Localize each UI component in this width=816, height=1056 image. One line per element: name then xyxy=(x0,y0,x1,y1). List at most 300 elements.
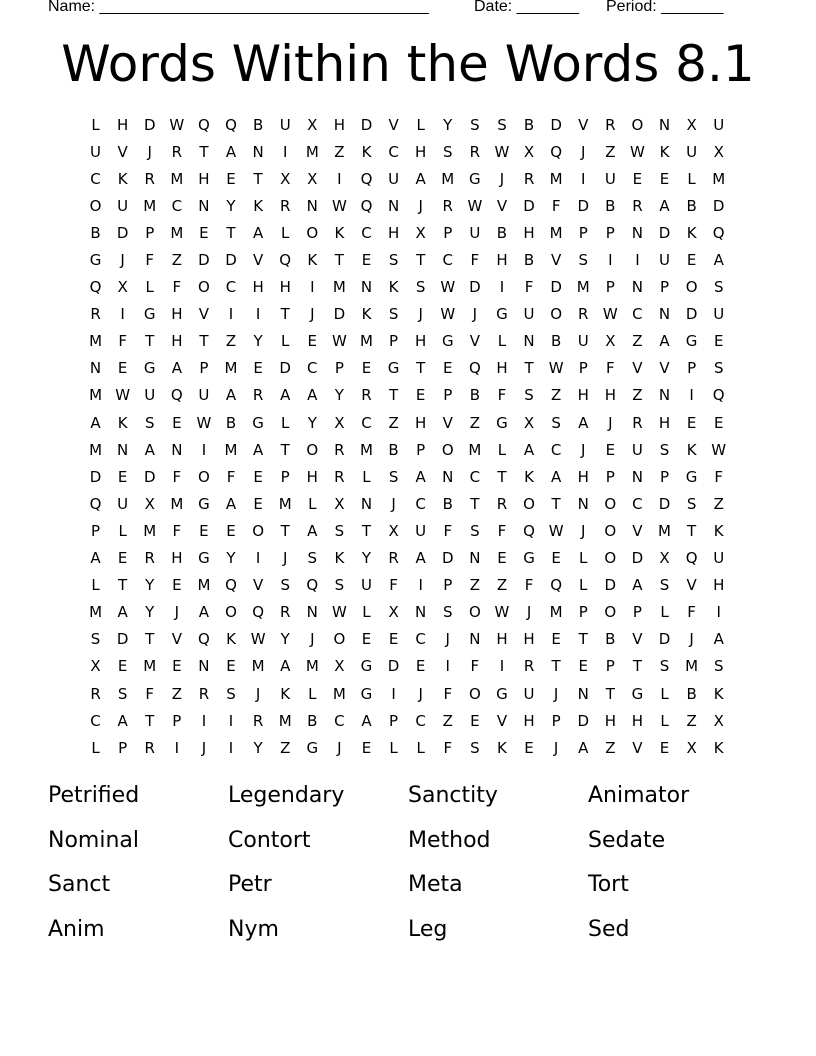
grid-letter: M xyxy=(251,657,265,676)
grid-letter: D xyxy=(279,359,291,378)
grid-letter: M xyxy=(197,576,211,595)
grid-letter: E xyxy=(361,630,372,649)
grid-letter: F xyxy=(687,603,696,622)
grid-letter: X xyxy=(307,169,318,188)
grid-letter: K xyxy=(686,223,697,242)
word-list-item: Sanctity xyxy=(408,783,498,808)
grid-letter: P xyxy=(605,467,615,486)
grid-letter: O xyxy=(604,603,617,622)
grid-letter: I xyxy=(499,657,505,676)
grid-letter: A xyxy=(280,386,291,405)
grid-letter: E xyxy=(551,630,561,649)
grid-letter: W xyxy=(494,603,510,622)
grid-letter: V xyxy=(388,115,399,134)
grid-letter: T xyxy=(145,630,155,649)
grid-letter: U xyxy=(523,305,535,324)
grid-letter: V xyxy=(117,142,128,161)
grid-letter: A xyxy=(415,549,426,568)
word-list-item: Tort xyxy=(588,872,629,897)
grid-letter: E xyxy=(226,169,236,188)
grid-letter: U xyxy=(117,196,129,215)
grid-letter: J xyxy=(472,305,478,324)
grid-letter: X xyxy=(523,413,535,432)
grid-letter: N xyxy=(198,196,210,215)
grid-letter: A xyxy=(632,576,643,595)
grid-letter: Z xyxy=(632,386,643,405)
grid-letter: H xyxy=(523,223,535,242)
grid-letter: R xyxy=(496,494,508,513)
grid-letter: T xyxy=(118,576,128,595)
grid-letter: M xyxy=(332,278,346,297)
grid-letter: D xyxy=(143,115,156,134)
grid-letter: E xyxy=(713,332,724,351)
grid-letter: G xyxy=(496,413,508,432)
grid-letter: T xyxy=(334,251,344,270)
grid-letter: N xyxy=(523,332,535,351)
grid-letter: W xyxy=(331,332,347,351)
grid-letter: K xyxy=(361,142,372,161)
grid-letter: M xyxy=(170,223,184,242)
grid-letter: Z xyxy=(388,413,399,432)
grid-letter: K xyxy=(307,251,318,270)
grid-letter: M xyxy=(170,169,184,188)
grid-letter: T xyxy=(605,684,615,703)
grid-letter: N xyxy=(252,142,264,161)
grid-letter: X xyxy=(388,521,399,540)
grid-letter: A xyxy=(713,630,724,649)
grid-letter: S xyxy=(659,440,670,459)
grid-letter: P xyxy=(280,467,290,486)
grid-letter: J xyxy=(174,603,180,622)
grid-letter: K xyxy=(361,305,372,324)
grid-letter: J xyxy=(553,684,559,703)
grid-letter: Y xyxy=(145,603,155,622)
grid-letter: I xyxy=(174,738,180,757)
grid-letter: R xyxy=(252,711,264,730)
grid-letter: G xyxy=(198,549,210,568)
grid-letter: F xyxy=(606,359,615,378)
grid-letter: S xyxy=(144,413,155,432)
grid-letter: D xyxy=(116,630,129,649)
grid-letter: H xyxy=(496,251,508,270)
grid-letter: V xyxy=(252,576,264,595)
grid-letter: K xyxy=(226,630,236,649)
grid-letter: T xyxy=(280,305,290,324)
grid-letter: G xyxy=(685,332,698,351)
word-list-item: Meta xyxy=(408,872,463,897)
grid-letter: N xyxy=(306,603,318,622)
grid-letter: M xyxy=(89,440,103,459)
grid-letter: J xyxy=(120,251,125,270)
grid-letter: L xyxy=(362,603,371,622)
grid-letter: C xyxy=(361,413,372,432)
grid-letter: X xyxy=(307,115,318,134)
grid-letter: A xyxy=(225,494,237,513)
grid-letter: M xyxy=(89,603,103,622)
grid-letter: E xyxy=(117,657,128,676)
grid-letter: S xyxy=(443,603,453,622)
grid-letter: J xyxy=(581,440,586,459)
grid-letter: O xyxy=(441,440,454,459)
grid-letter: A xyxy=(659,332,670,351)
grid-letter: D xyxy=(577,196,590,215)
grid-letter: T xyxy=(199,142,209,161)
grid-letter: Y xyxy=(334,386,344,405)
grid-letter: X xyxy=(117,278,128,297)
grid-letter: R xyxy=(279,196,291,215)
grid-letter: O xyxy=(198,467,210,486)
grid-letter: V xyxy=(496,196,508,215)
letter-grid xyxy=(82,111,732,761)
grid-letter: M xyxy=(143,657,157,676)
grid-letter: E xyxy=(497,549,507,568)
grid-letter: T xyxy=(145,711,155,730)
grid-letter: M xyxy=(712,169,726,188)
grid-letter: D xyxy=(685,305,698,324)
grid-letter: E xyxy=(659,169,670,188)
grid-letter: C xyxy=(361,223,372,242)
grid-letter: T xyxy=(199,332,209,351)
grid-letter: B xyxy=(469,386,480,405)
grid-letter: L xyxy=(579,549,588,568)
grid-letter: O xyxy=(685,278,698,297)
grid-letter: O xyxy=(198,278,210,297)
grid-letter: L xyxy=(281,223,290,242)
grid-letter: J xyxy=(391,494,396,513)
grid-letter: M xyxy=(441,169,455,188)
grid-letter: P xyxy=(199,359,209,378)
grid-letter: E xyxy=(388,630,399,649)
grid-letter: O xyxy=(89,196,102,215)
grid-letter: G xyxy=(631,684,644,703)
grid-letter: C xyxy=(415,711,426,730)
grid-letter: M xyxy=(549,169,563,188)
grid-letter: P xyxy=(578,603,588,622)
grid-letter: Z xyxy=(442,711,453,730)
grid-letter: G xyxy=(685,467,698,486)
grid-letter: P xyxy=(687,359,697,378)
grid-letter: P xyxy=(659,467,670,486)
grid-letter: X xyxy=(144,494,155,513)
grid-letter: G xyxy=(143,305,156,324)
grid-letter: D xyxy=(658,494,671,513)
grid-letter: S xyxy=(551,413,561,432)
grid-letter: R xyxy=(632,413,643,432)
grid-letter: J xyxy=(310,305,315,324)
grid-letter: M xyxy=(576,278,590,297)
grid-letter: E xyxy=(226,521,236,540)
grid-letter: P xyxy=(389,332,399,351)
grid-letter: S xyxy=(280,576,290,595)
grid-letter: F xyxy=(524,576,534,595)
grid-letter: W xyxy=(440,278,456,297)
header-fields xyxy=(48,0,748,20)
grid-letter: B xyxy=(605,196,616,215)
grid-letter: H xyxy=(713,576,725,595)
grid-letter: I xyxy=(282,142,288,161)
grid-letter: B xyxy=(523,115,535,134)
grid-letter: H xyxy=(117,115,129,134)
grid-letter: F xyxy=(389,576,398,595)
grid-letter: B xyxy=(686,684,697,703)
grid-letter: A xyxy=(415,467,426,486)
grid-letter: M xyxy=(224,359,238,378)
grid-letter: N xyxy=(198,657,210,676)
grid-letter: A xyxy=(307,521,318,540)
grid-letter: K xyxy=(713,521,724,540)
grid-letter: Z xyxy=(171,251,182,270)
grid-letter: R xyxy=(171,142,183,161)
grid-letter: K xyxy=(280,684,291,703)
word-list-item: Legendary xyxy=(228,783,345,808)
grid-letter: H xyxy=(171,549,183,568)
grid-letter: P xyxy=(145,223,155,242)
grid-letter: Q xyxy=(89,494,102,513)
grid-letter: J xyxy=(499,169,505,188)
grid-letter: M xyxy=(360,332,373,351)
grid-letter: S xyxy=(578,251,588,270)
grid-letter: S xyxy=(388,251,399,270)
grid-letter: O xyxy=(252,521,265,540)
grid-letter: O xyxy=(225,603,237,622)
grid-letter: R xyxy=(252,386,264,405)
grid-letter: A xyxy=(117,603,128,622)
grid-letter: F xyxy=(497,386,507,405)
grid-letter: A xyxy=(144,440,155,459)
grid-letter: E xyxy=(361,738,372,757)
grid-letter: R xyxy=(605,115,616,134)
grid-letter: E xyxy=(307,332,318,351)
grid-letter: F xyxy=(443,684,453,703)
grid-letter: F xyxy=(145,251,155,270)
grid-letter: L xyxy=(91,576,100,595)
grid-letter: N xyxy=(415,603,427,622)
grid-letter: T xyxy=(578,630,588,649)
word-list-item: Nym xyxy=(228,916,279,942)
grid-letter: V xyxy=(442,413,453,432)
grid-letter: T xyxy=(524,359,534,378)
grid-letter: Q xyxy=(712,223,725,242)
grid-letter: L xyxy=(145,278,154,297)
grid-letter: I xyxy=(716,603,721,622)
grid-letter: E xyxy=(415,657,426,676)
grid-letter: C xyxy=(225,278,237,297)
grid-letter: A xyxy=(523,440,535,459)
grid-letter: R xyxy=(523,169,535,188)
grid-letter: P xyxy=(551,711,561,730)
grid-letter: A xyxy=(198,603,210,622)
grid-letter: F xyxy=(470,251,480,270)
grid-letter: U xyxy=(631,440,643,459)
grid-letter: C xyxy=(415,494,426,513)
word-list-item: Sanct xyxy=(48,872,111,897)
grid-letter: O xyxy=(306,440,319,459)
grid-letter: W xyxy=(440,305,456,324)
grid-letter: E xyxy=(686,413,697,432)
grid-letter: S xyxy=(307,549,318,568)
grid-letter: N xyxy=(631,467,644,486)
grid-letter: I xyxy=(391,684,396,703)
word-list-item: Animator xyxy=(588,783,690,808)
grid-letter: K xyxy=(713,684,724,703)
grid-letter: H xyxy=(658,413,671,432)
grid-letter: D xyxy=(658,630,671,649)
grid-letter: O xyxy=(550,305,563,324)
grid-letter: L xyxy=(660,711,669,730)
grid-letter: U xyxy=(388,169,400,188)
grid-letter: R xyxy=(334,440,345,459)
word-list-item: Sedate xyxy=(588,827,666,853)
grid-letter: E xyxy=(443,359,453,378)
grid-letter: R xyxy=(144,169,155,188)
grid-letter: A xyxy=(415,169,426,188)
grid-letter: G xyxy=(306,738,319,757)
grid-letter: E xyxy=(172,657,182,676)
grid-letter: Q xyxy=(252,603,265,622)
grid-letter: D xyxy=(469,278,481,297)
grid-letter: S xyxy=(470,521,480,540)
grid-letter: K xyxy=(497,738,507,757)
grid-letter: M xyxy=(658,521,671,540)
grid-letter: R xyxy=(469,142,481,161)
grid-letter: H xyxy=(171,332,183,351)
grid-letter: Y xyxy=(443,115,453,134)
grid-letter: E xyxy=(713,413,724,432)
grid-letter: L xyxy=(416,738,425,757)
grid-letter: M xyxy=(305,657,319,676)
grid-letter: O xyxy=(333,630,346,649)
grid-letter: S xyxy=(226,684,236,703)
word-list-item: Leg xyxy=(408,916,448,942)
grid-letter: I xyxy=(635,251,640,270)
grid-letter: T xyxy=(551,494,561,513)
grid-letter: P xyxy=(416,440,426,459)
grid-letter: W xyxy=(467,196,483,215)
grid-letter: C xyxy=(90,711,101,730)
grid-letter: O xyxy=(306,223,319,242)
grid-letter: L xyxy=(497,332,507,351)
grid-letter: H xyxy=(415,413,427,432)
grid-letter: Z xyxy=(686,711,697,730)
grid-letter: J xyxy=(689,630,694,649)
grid-letter: T xyxy=(632,657,642,676)
grid-letter: P xyxy=(443,576,453,595)
grid-letter: S xyxy=(713,278,724,297)
grid-letter: J xyxy=(581,142,586,161)
grid-letter: Q xyxy=(360,196,373,215)
grid-letter: W xyxy=(548,521,564,540)
grid-letter: D xyxy=(198,251,210,270)
grid-letter: E xyxy=(632,169,643,188)
grid-letter: Q xyxy=(89,278,102,297)
grid-letter: X xyxy=(334,494,345,513)
grid-letter: S xyxy=(659,657,670,676)
grid-letter: V xyxy=(632,738,643,757)
grid-letter: N xyxy=(658,386,671,405)
grid-letter: L xyxy=(118,521,127,540)
grid-letter: G xyxy=(523,549,535,568)
period-field: Period: _______ xyxy=(606,0,724,15)
grid-letter: Z xyxy=(713,494,724,513)
grid-letter: Q xyxy=(225,576,237,595)
grid-letter: L xyxy=(91,738,100,757)
grid-letter: P xyxy=(578,223,588,242)
grid-letter: Z xyxy=(605,738,616,757)
grid-letter: R xyxy=(144,738,155,757)
grid-letter: J xyxy=(526,603,532,622)
grid-letter: Z xyxy=(334,142,345,161)
grid-letter: C xyxy=(550,440,562,459)
grid-letter: M xyxy=(360,440,373,459)
grid-letter: Z xyxy=(605,142,616,161)
grid-letter: T xyxy=(361,521,372,540)
grid-letter: E xyxy=(361,251,372,270)
grid-letter: E xyxy=(226,657,236,676)
grid-letter: X xyxy=(713,142,724,161)
grid-letter: E xyxy=(172,576,182,595)
grid-letter: D xyxy=(333,305,346,324)
grid-letter: W xyxy=(331,603,347,622)
grid-letter: Z xyxy=(632,332,643,351)
grid-letter: X xyxy=(388,603,399,622)
grid-letter: A xyxy=(361,711,372,730)
grid-letter: G xyxy=(387,359,400,378)
grid-letter: L xyxy=(416,115,425,134)
grid-letter: W xyxy=(115,386,131,405)
grid-letter: E xyxy=(199,521,209,540)
grid-letter: S xyxy=(470,738,480,757)
grid-letter: G xyxy=(496,684,508,703)
grid-letter: E xyxy=(117,359,128,378)
grid-letter: M xyxy=(305,142,319,161)
grid-letter: C xyxy=(307,359,318,378)
grid-letter: E xyxy=(199,223,209,242)
grid-letter: L xyxy=(497,440,507,459)
grid-letter: Y xyxy=(145,576,155,595)
grid-letter: F xyxy=(443,521,453,540)
grid-letter: P xyxy=(632,603,642,622)
grid-letter: T xyxy=(145,332,155,351)
grid-letter: F xyxy=(172,521,182,540)
grid-letter: L xyxy=(308,684,317,703)
grid-letter: G xyxy=(441,332,454,351)
grid-letter: S xyxy=(117,684,128,703)
grid-letter: B xyxy=(550,332,562,351)
grid-letter: K xyxy=(334,549,345,568)
grid-letter: B xyxy=(252,115,264,134)
grid-letter: T xyxy=(497,467,507,486)
grid-letter: V xyxy=(551,251,562,270)
grid-letter: Y xyxy=(307,413,317,432)
grid-letter: Q xyxy=(198,115,210,134)
grid-letter: B xyxy=(686,196,697,215)
grid-letter: O xyxy=(604,549,617,568)
date-field: Date: _______ xyxy=(474,0,579,15)
grid-letter: F xyxy=(172,278,182,297)
grid-letter: G xyxy=(143,359,156,378)
grid-letter: Q xyxy=(550,576,563,595)
grid-letter: M xyxy=(332,684,346,703)
grid-letter: F xyxy=(118,332,127,351)
grid-letter: L xyxy=(660,684,669,703)
grid-letter: W xyxy=(331,196,347,215)
grid-letter: N xyxy=(171,440,183,459)
grid-letter: S xyxy=(443,142,453,161)
grid-letter: Z xyxy=(496,576,508,595)
grid-letter: H xyxy=(523,630,535,649)
grid-letter: D xyxy=(550,115,562,134)
grid-letter: A xyxy=(171,359,182,378)
